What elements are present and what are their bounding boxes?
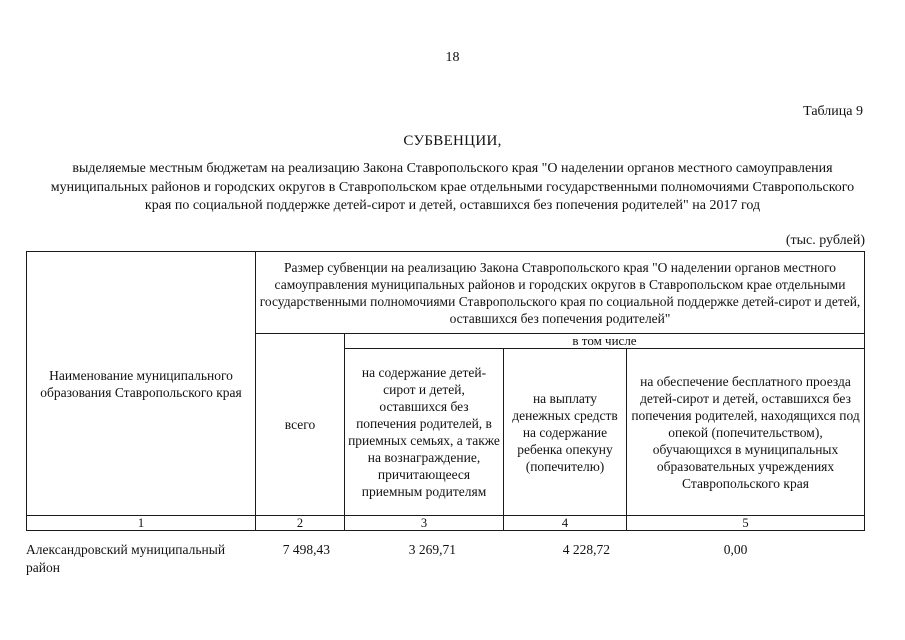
row-total-value: 7 498,43 — [282, 542, 330, 557]
column-number: 3 — [345, 516, 504, 531]
column-number: 1 — [27, 516, 256, 531]
column-number-row — [27, 516, 865, 531]
table-label: Таблица 9 — [803, 104, 863, 119]
row-free-travel-value: 0,00 — [723, 542, 748, 557]
subsidy-table — [26, 251, 865, 531]
column-number: 4 — [504, 516, 627, 531]
free-travel-column-header: на обеспечение бесплатного проезда детей-сирот и детей, оставшихся без попечения родителей, находящихся под опекой (попечительством), обучающихся в муниципальных образовательных учреждениях Ставропольского края — [627, 349, 865, 516]
including-header: в том числе — [345, 334, 865, 349]
document-subtitle: выделяемые местным бюджетам на реализацию Закона Ставропольского края "О наделении органов местного самоуправления муниципальных районов и городских округов в Ставропольском крае отдельными государственными полномочиями Ставропольского края по социальной поддержке детей-сирот и детей, оставшихся без попечения родителей" на 2017 год — [50, 161, 855, 213]
row-guardian-payment-value: 4 228,72 — [562, 542, 610, 557]
name-column-header: Наименование муниципального образования Ставропольского края — [27, 252, 256, 516]
total-column-header: всего — [256, 334, 345, 516]
units-label: (тыс. рублей) — [785, 233, 865, 248]
page-number: 18 — [445, 50, 460, 65]
guardian-payment-column-header: на выплату денежных средств на содержание ребенка опекуну (попечителю) — [504, 349, 627, 516]
foster-family-column-header: на содержание детей-сирот и детей, оставшихся без попечения родителей, в приемных семьях, а также на вознаграждение, причитающееся приемным родителям — [345, 349, 504, 516]
column-number: 5 — [627, 516, 865, 531]
document-title: СУБВЕНЦИИ, — [403, 133, 502, 149]
column-number: 2 — [256, 516, 345, 531]
table-header-row — [27, 252, 865, 334]
row-municipality-name: Александровский муниципальный район — [26, 542, 226, 575]
row-foster-family-value: 3 269,71 — [408, 542, 456, 557]
subsidy-size-header: Размер субвенции на реализацию Закона Ставропольского края "О наделении органов местного самоуправления муниципальных районов и городских округов в Ставропольском крае отдельными государственными полномочиями Ставропольского края по социальной поддержке детей-сирот и детей, оставшихся без попечения родителей" — [256, 252, 865, 334]
